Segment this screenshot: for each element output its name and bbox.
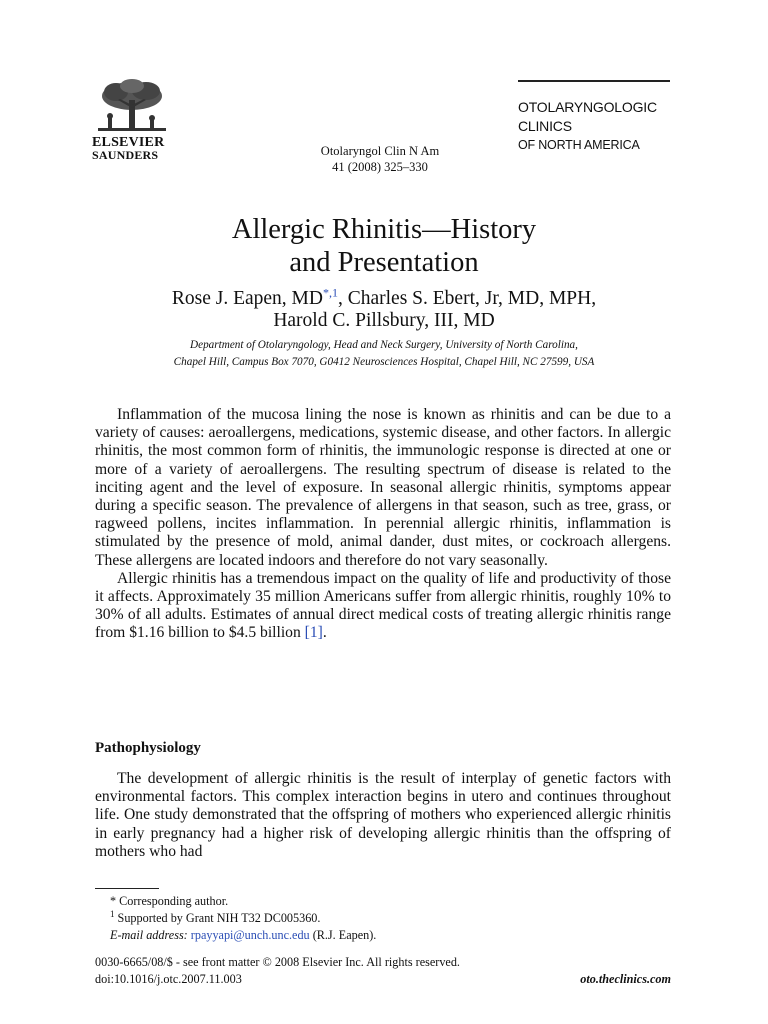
footnote-rule <box>95 888 159 889</box>
body-intro <box>95 406 671 643</box>
footnote-support <box>110 910 670 927</box>
article-title <box>90 213 678 279</box>
paragraph-2-text: Allergic rhinitis has a tremendous impact on the quality of life and productivity of those it affects. Approximately 35 million Americans suffer from allergic rhinitis, roughly 10% to 30% of all adults. Estimates of annual direct medical costs of treating allergic rhinitis range from $1.16 billion to $4.5 billion <box>95 569 671 642</box>
author-note-marks[interactable]: *,1 <box>322 285 338 300</box>
author-line-1 <box>90 285 678 310</box>
brand-line-2: CLINICS <box>518 118 572 134</box>
body-pathophysiology <box>95 770 671 861</box>
footnote-mark: 1 <box>110 908 115 919</box>
paragraph-3: The development of allergic rhinitis is the result of interplay of genetic factors with environmental factors. This complex interaction begins in utero and continues throughout life. One study demonstrated that the offspring of mothers who experienced allergic rhinitis in early pregnancy had a higher risk of developing allergic rhinitis than the offspring of mothers who had <box>95 770 671 860</box>
title-line-2: and Presentation <box>289 247 479 278</box>
publisher-name-saunders: SAUNDERS <box>92 148 159 162</box>
journal-brand <box>518 80 678 155</box>
journal-citation <box>290 143 470 175</box>
author-pillsbury: Harold C. Pillsbury, III, MD <box>273 310 495 331</box>
citation-volume: 41 (2008) 325–330 <box>332 160 428 174</box>
paragraph-2 <box>95 570 671 643</box>
email-suffix: (R.J. Eapen). <box>309 928 377 942</box>
footer-copyright: 0030-6665/08/$ - see front matter © 2008 Elsevier Inc. All rights reserved. <box>95 955 460 969</box>
footnotes <box>110 893 670 944</box>
title-line-1: Allergic Rhinitis—History <box>231 214 537 245</box>
email-link[interactable]: rpayyapi@unch.unc.edu <box>190 928 310 942</box>
publisher-name-elsevier: ELSEVIER <box>92 135 165 150</box>
brand-rule <box>518 80 670 82</box>
page-footer <box>95 954 671 988</box>
footer-doi: doi:10.1016/j.otc.2007.11.003 <box>95 972 242 986</box>
footnote-corresponding: * Corresponding author. <box>110 894 229 908</box>
elsevier-tree-icon <box>94 78 170 136</box>
publisher-logo <box>92 78 172 162</box>
author-eapen: Rose J. Eapen, MD <box>171 288 323 309</box>
paragraph-2-end: . <box>322 624 327 642</box>
affiliation <box>90 337 678 371</box>
citation-journal: Otolaryngol Clin N Am <box>320 144 440 158</box>
section-heading: Pathophysiology <box>95 740 201 756</box>
reference-link[interactable]: [1] <box>304 624 323 642</box>
affiliation-line-2: Chapel Hill, Campus Box 7070, G0412 Neurosciences Hospital, Chapel Hill, NC 27599, USA <box>173 356 595 368</box>
footnote-email <box>110 927 670 944</box>
brand-line-3: OF NORTH AMERICA <box>518 138 640 152</box>
author-ebert: , Charles S. Ebert, Jr, MD, MPH, <box>337 288 597 309</box>
email-label: E-mail address: <box>110 928 188 942</box>
brand-line-1: OTOLARYNGOLOGIC <box>518 99 657 115</box>
paragraph-1: Inflammation of the mucosa lining the nose is known as rhinitis and can be due to a variety of causes: aeroallergens, medications, systemic disease, and other factors. In allergic rhinitis, the most common form of rhinitis, the immunologic response is directed at one or more of a variety of aeroallergens. The resulting spectrum of disease is related to the inciting agent and the level of exposure. In seasonal allergic rhinitis, symptoms appear during a specific season. The prevalence of allergens in that season, such as tree, grass, or ragweed pollens, incites inflammation. In perennial allergic rhinitis, inflammation is stimulated by the presence of mold, animal dander, dust mites, or cockroach allergens. These allergens are located indoors and therefore do not vary seasonally. <box>95 406 671 569</box>
footer-url-link[interactable]: oto.theclinics.com <box>580 972 671 986</box>
footnote-support-text: Supported by Grant NIH T32 DC005360. <box>114 911 321 925</box>
author-list <box>90 285 678 332</box>
affiliation-line-1: Department of Otolaryngology, Head and Neck Surgery, University of North Carolina, <box>190 339 578 351</box>
